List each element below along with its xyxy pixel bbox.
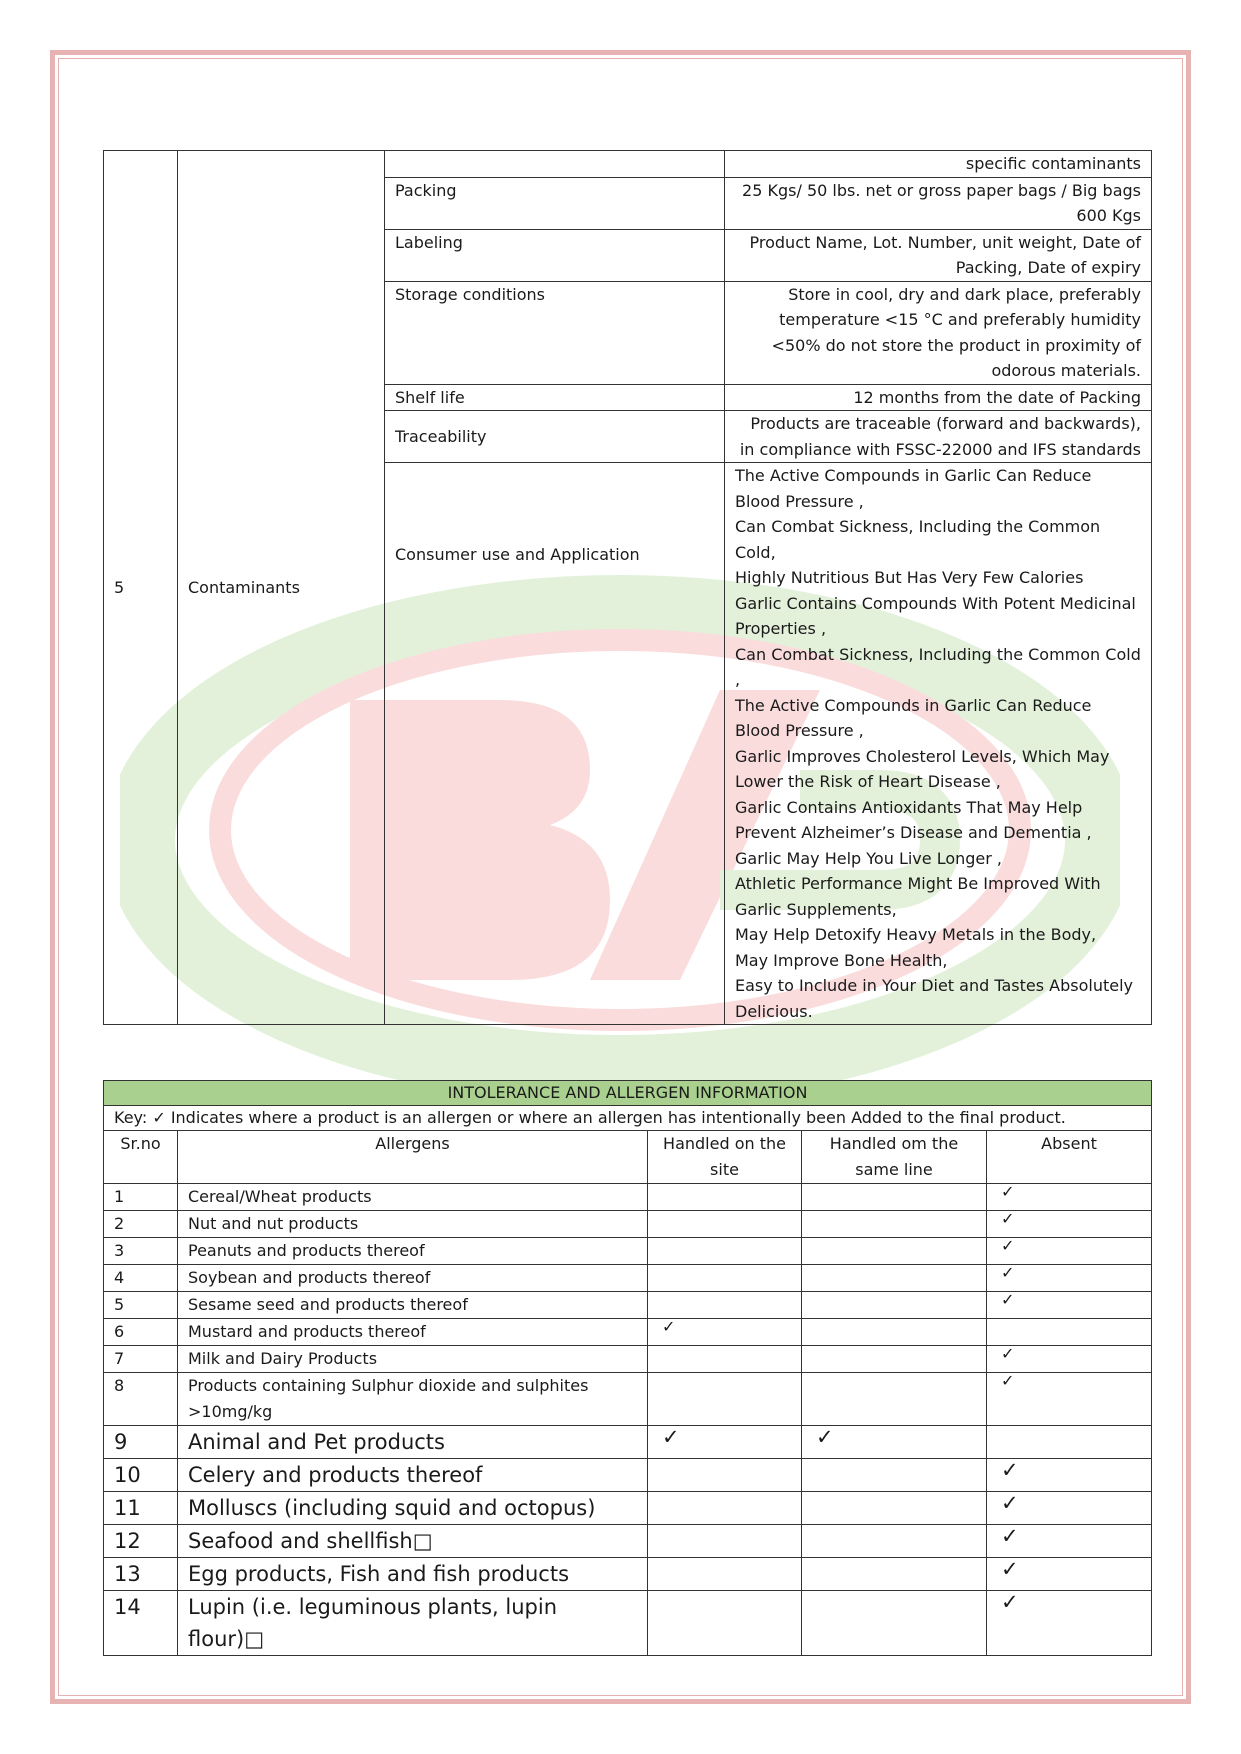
check-icon: ✓ (1001, 1557, 1019, 1581)
check-icon: ✓ (1001, 1371, 1015, 1390)
allergen-table-title: INTOLERANCE AND ALLERGEN INFORMATION (104, 1081, 1152, 1106)
table-row: 5 Sesame seed and products thereof ✓ (104, 1292, 1152, 1319)
table-row: 2 Nut and nut products ✓ (104, 1211, 1152, 1238)
list-item: Garlic Contains Antioxidants That May Help Prevent Alzheimer’s Disease and Dementia , (735, 797, 1092, 842)
table-row: 10 Celery and products thereof ✓ (104, 1459, 1152, 1492)
table-row: 6 Mustard and products thereof ✓ (104, 1319, 1152, 1346)
list-item: Garlic Improves Cholesterol Levels, Which May Lower the Risk of Heart Disease , (735, 746, 1110, 791)
check-icon: ✓ (1001, 1290, 1015, 1309)
spec-label-shelf-life: Shelf life (385, 384, 725, 411)
list-item: Athletic Performance Might Be Improved With Garlic Supplements, (735, 874, 1101, 919)
check-icon: ✓ (1001, 1491, 1019, 1515)
allergen-table (103, 1080, 1152, 1656)
contaminants-value: specific contaminants (725, 151, 1152, 178)
spec-value-shelf-life: 12 months from the date of Packing (725, 384, 1152, 411)
list-item: The Active Compounds in Garlic Can Reduce Blood Pressure , (735, 695, 1092, 740)
spec-label-consumer-use: Consumer use and Application (385, 463, 725, 1025)
spec-label-storage: Storage conditions (385, 281, 725, 384)
check-icon: ✓ (1001, 1236, 1015, 1255)
check-icon: ✓ (1001, 1458, 1019, 1482)
section-number: 5 (104, 151, 178, 1025)
column-header: Sr.no (104, 1131, 178, 1184)
column-header: Allergens (178, 1131, 648, 1184)
check-icon: ✓ (662, 1425, 680, 1449)
section-name: Contaminants (178, 151, 385, 1025)
table-row: 9 Animal and Pet products ✓ ✓ (104, 1426, 1152, 1459)
list-item: Highly Nutritious But Has Very Few Calories (735, 568, 1084, 587)
list-item: Can Combat Sickness, Including the Common Cold, (735, 517, 1101, 562)
list-item: Can Combat Sickness, Including the Common Cold , (735, 644, 1141, 689)
table-row: 7 Milk and Dairy Products ✓ (104, 1346, 1152, 1373)
list-item: May Help Detoxify Heavy Metals in the Body, (735, 925, 1097, 944)
check-icon: ✓ (1001, 1263, 1015, 1282)
list-item: Easy to Include in Your Diet and Tastes Absolutely Delicious. (735, 976, 1133, 1021)
check-icon: ✓ (816, 1425, 834, 1449)
table-row: 11 Molluscs (including squid and octopus) ✓ (104, 1492, 1152, 1525)
list-item: May Improve Bone Health, (735, 950, 948, 970)
spec-label-traceability: Traceability (385, 411, 725, 463)
column-header: Handled on the site (648, 1131, 802, 1184)
check-icon: ✓ (1001, 1209, 1015, 1228)
check-icon: ✓ (1001, 1524, 1019, 1548)
table-row (104, 151, 1152, 178)
table-header-row (104, 1131, 1152, 1184)
consumer-use-list (725, 463, 1152, 1025)
check-icon: ✓ (662, 1317, 676, 1336)
spec-value-storage: Store in cool, dry and dark place, preferably temperature <15 °C and preferably humidity <50% do not store the product in proximity of odorous materials. (725, 281, 1152, 384)
spec-label-packing: Packing (385, 177, 725, 229)
spec-value-traceability: Products are traceable (forward and backwards), in compliance with FSSC-22000 and IFS standards (725, 411, 1152, 463)
table-row: 3 Peanuts and products thereof ✓ (104, 1238, 1152, 1265)
table-row: 14 Lupin (i.e. leguminous plants, lupin flour)□ ✓ (104, 1591, 1152, 1656)
allergen-key: Key: ✓ Indicates where a product is an allergen or where an allergen has intentionally been Added to the final product. (104, 1106, 1152, 1131)
list-item: Garlic May Help You Live Longer , (735, 848, 1003, 868)
spec-label-labeling: Labeling (385, 229, 725, 281)
table-row: 8 Products containing Sulphur dioxide and sulphites >10mg/kg ✓ (104, 1373, 1152, 1426)
check-icon: ✓ (1001, 1344, 1015, 1363)
table-row: 1 Cereal/Wheat products ✓ (104, 1184, 1152, 1211)
check-icon: ✓ (1001, 1182, 1015, 1201)
check-icon: ✓ (1001, 1590, 1019, 1614)
spec-value-labeling: Product Name, Lot. Number, unit weight, Date of Packing, Date of expiry (725, 229, 1152, 281)
table-row: 13 Egg products, Fish and fish products ✓ (104, 1558, 1152, 1591)
column-header: Absent (987, 1131, 1152, 1184)
table-row: 12 Seafood and shellfish□ ✓ (104, 1525, 1152, 1558)
column-header: Handled om the same line (802, 1131, 987, 1184)
table-row: 4 Soybean and products thereof ✓ (104, 1265, 1152, 1292)
product-spec-table (103, 150, 1152, 1025)
list-item: The Active Compounds in Garlic Can Reduce Blood Pressure , (735, 466, 1092, 511)
list-item: Garlic Contains Compounds With Potent Medicinal Properties , (735, 593, 1136, 638)
spec-value-packing: 25 Kgs/ 50 lbs. net or gross paper bags / Big bags 600 Kgs (725, 177, 1152, 229)
